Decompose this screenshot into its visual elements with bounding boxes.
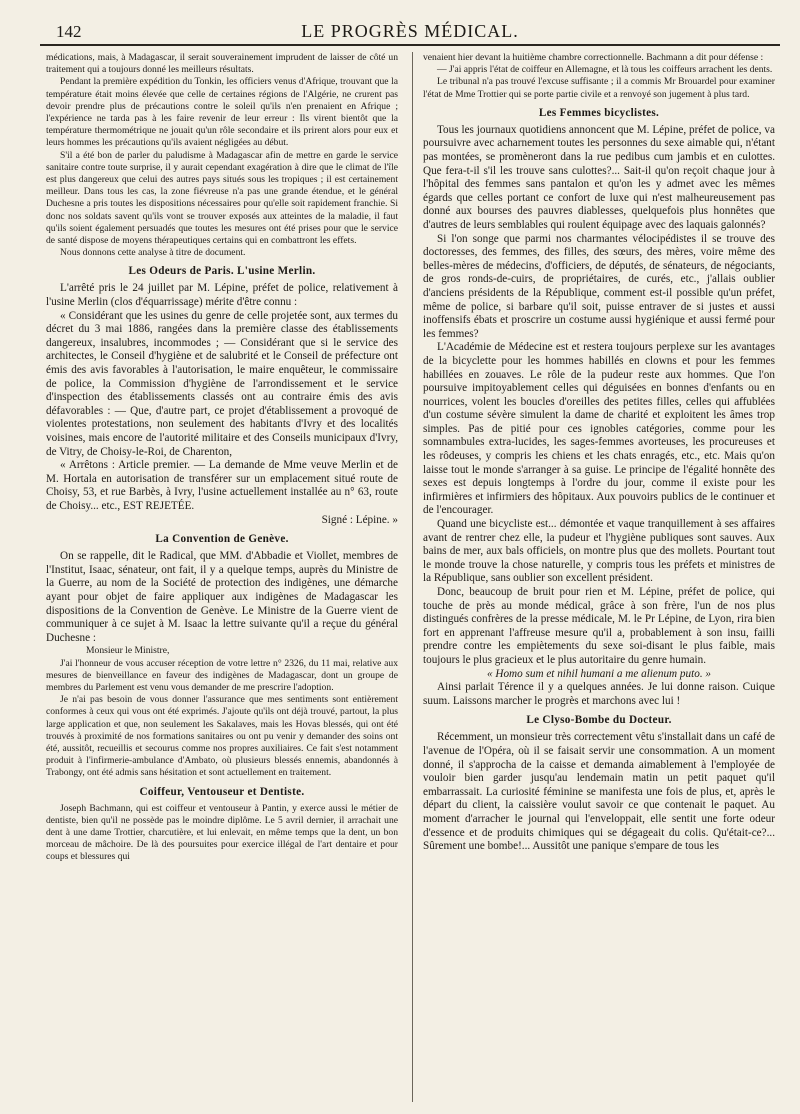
page-number: 142 bbox=[56, 22, 82, 41]
paragraph: Le tribunal n'a pas trouvé l'excuse suffisante ; il a commis Mr Brouardel pour examiner l'état de Mme Trottier qui se porte partie civile et a renvoyé son jugement à plus tard. bbox=[423, 76, 775, 100]
letter-salutation: Monsieur le Ministre, bbox=[86, 645, 170, 657]
paragraph: On se rappelle, dit le Radical, que MM. d'Abbadie et Viollet, membres de l'Institut, Isaac, sénateur, ont fait, il y a quelque temps, auprès du Ministre de la Guerre, au nom de la Société de protection des indigènes, une démarche ayant pour objet de faire appliquer aux indigènes de Madagascar les dispositions de la Convention de Genève. Le Ministre de la Guerre vient de communiquer à ce sujet à M. Isaac la lettre suivante qu'il a reçue du général Duchesne : bbox=[46, 550, 398, 644]
paragraph: L'Académie de Médecine est et restera toujours perplexe sur les avantages de la bicyclette pour les hommes habillés en clowns et pour les femmes habillées en zouaves. Le rôle de la pudeur reste aux hommes. Que l'on poursuive impitoyablement celles qui déguisées en bonnes d'enfants ou en nourrices, volent les boucles d'oreilles des petites filles, celles qui affublées d'un costume sévère simulent la dame de charité et exploitent les âmes trop simples. Pas de pitié pour ces ignobles catégories, comme pour les somnambules extra-lucides, les sages-femmes avorteuses, les procureuses et les rôdeuses, y compris les chiens et les chats enragés, etc., etc. Mais qu'on laisse tout le monde s'arranger à sa guise. Le principe de l'égalité honnête des sexes est depuis longtemps à l'ordre du jour, comme il existe pour les infirmières et infirmiers des hôpitaux. Aux pouvoirs publics de le continuer et de l'encourager. bbox=[423, 341, 775, 517]
journal-title: LE PROGRÈS MÉDICAL. bbox=[301, 21, 519, 41]
paragraph: venaient hier devant la huitième chambre correctionnelle. Bachmann a dit pour défense : bbox=[423, 52, 764, 63]
paragraph: Donc, beaucoup de bruit pour rien et M. Lépine, préfet de police, qui touche de près au monde médical, grâce à son frère, l'un de nos plus distingués confrères de la presse médicale, M. le Pr Lépine, de Lyon, rira bien fort en apprenant l'affreuse mesure qu'il a, probablement à son insu, failli prendre contre les empiètements du sexe soi-disant le plus faible, mais toujours le plus gracieux et le plus autoritaire du genre humain. bbox=[423, 586, 775, 666]
section-heading: Coiffeur, Ventouseur et Dentiste. bbox=[139, 785, 305, 798]
paragraph: — J'ai appris l'état de coiffeur en Allemagne, et là tous les coiffeurs arrachent les dents. bbox=[437, 64, 773, 76]
newspaper-page bbox=[40, 18, 780, 1108]
signature: Signé : Lépine. » bbox=[321, 513, 398, 526]
paragraph: « Arrêtons : Article premier. — La demande de Mme veuve Merlin et de M. Hortala en autorisation de transférer sur un emplacement situé route de Choisy, 53, et rue Barbès, à Ivry, l'usine actuellement installée au n° 63, route de Choisy... etc., EST REJETÉE. bbox=[46, 459, 398, 512]
paragraph: Nous donnons cette analyse à titre de document. bbox=[60, 247, 246, 259]
right-column bbox=[423, 52, 775, 1102]
paragraph: Tous les journaux quotidiens annoncent que M. Lépine, préfet de police, va poursuivre avec acharnement toutes les personnes du sexe aimable qui, n'étant pas montées, se promèneront dans la rue pedibus cum jambis et en culottes. Que fera-t-il s'il les trouve sans culottes?... Sait-il qu'on reçoit chaque jour à l'hôpital des femmes sans pantalon et qu'on les y admet avec les mêmes égards que celles portant ce confort de luxe qui n'est malheureusement pas donné aux bourses des pauvres diablesses, quelquefois plus honnêtes que d'autres de leurs semblables qui roulent équipage avec des laquais galonnés? bbox=[423, 123, 775, 231]
paragraph: Quand une bicycliste est... démontée et vaque tranquillement à ses affaires avant de rentrer chez elle, la pudeur et l'hygiène publiques sont sauves. Aux bains de mer, aux bals officiels, on montre plus que des mollets. Pourtant tout le monde trouve la chose naturelle, y compris tous les préfets et ministres de la République, sans oublier son excellent président. bbox=[423, 518, 775, 585]
paragraph: S'il a été bon de parler du paludisme à Madagascar afin de mettre en garde le service sanitaire contre toute surprise, il y aurait cependant exagération à dire que le climat de l'île est plus dangereux que celui des autres pays situés sous les tropiques ; il est certainement meilleur. Dans tous les cas, la zone fiévreuse n'a pas une grande étendue, et le général Duchesne a pris toutes les dispositions nécessaires pour qu'elle soit rapidement franchie. Si donc nos soldats savent qu'ils vont se trouver exposés aux atteintes de la maladie, il faut qu'ils soient également persuadés que toutes les mesures ont été prises pour que le service de santé dispose de moyens thérapeutiques certains qui en combattront les effets. bbox=[46, 149, 398, 247]
section-heading: Le Clyso-Bombe du Docteur. bbox=[526, 714, 672, 727]
paragraph: J'ai l'honneur de vous accuser réception de votre lettre n° 2326, du 11 mai, relative aux mesures de bienveillance en faveur des indigènes de Madagascar, dont un groupe de membres du Parlement est venu vous demander de me prescrire l'adoption. bbox=[46, 657, 398, 693]
paragraph: « Considérant que les usines du genre de celle projetée sont, aux termes du décret du 3 mai 1886, rangées dans la première classe des établissements dangereux, insalubres, incommodes ; — Considérant que si le service des architectes, le Conseil d'hygiène et de salubrité et le Conseil de préfecture ont émis des avis favorables à l'autorisation, le maire enquêteur, le commissaire de police, la Commission d'hygiène de l'arrondissement et le service d'inspection des établissements classés ont au contraire émis des avis défavorables : — Que, d'autre part, ce projet d'établissement a provoqué de violentes protestations, non seulement des habitants d'Ivry et des localités voisines, mais encore de l'autorité militaire et des Conseils municipaux d'Ivry, de Vitry, de Choisy-le-Roi, de Charenton, bbox=[46, 309, 398, 458]
paragraph: Joseph Bachmann, qui est coiffeur et ventouseur à Pantin, y exerce aussi le métier de dentiste, bien qu'il ne possède pas le moindre diplôme. Le 5 avril dernier, il arrachait une dent à une dame Trottier, charcutière, et lui enlevait, en même temps que la dent, un bon morceau de mâchoire. De là des poursuites pour exercice illégal de l'art dentaire et pour coups et blessures qui bbox=[46, 802, 398, 863]
article-columns bbox=[40, 52, 780, 1102]
left-column bbox=[46, 52, 398, 1102]
section-heading: Les Odeurs de Paris. L'usine Merlin. bbox=[128, 265, 316, 278]
latin-quote: « Homo sum et nihil humani a me alienum puto. » bbox=[486, 667, 712, 680]
paragraph: médications, mais, à Madagascar, il serait souverainement imprudent de laisser de côté un traitement qui a toujours donné les meilleurs résultats. bbox=[46, 52, 398, 76]
paragraph: Je n'ai pas besoin de vous donner l'assurance que mes sentiments sont entièrement conformes à ceux qui vous ont été exprimés. J'ajoute qu'ils ont déjà trouvé, partout, la plus large application et que, non seulement les Sakalaves, mais les Hovas blessés, qui ont été trouvés à proximité de nos formations sanitaires ou ont pu venir y demander des soins ont été, aussitôt, recueillis et secourus comme nos propres auxiliaires. Ce fait s'est notamment produit à l'infirmerie-ambulance d'Ambato, où plusieurs blessés ennemis, abandonnés à Trabongy, ont été admis sans hésitation et sont actuellement en traitement. bbox=[46, 694, 398, 779]
page-header bbox=[40, 18, 780, 46]
paragraph: Pendant la première expédition du Tonkin, les officiers venus d'Afrique, trouvant que la température était moins élevée que celle de certaines régions de l'Algérie, ne crurent pas devoir prendre plus de précautions contre le soleil qu'ils n'en prenaient en Afrique ; l'expérience ne tarda pas à les faire revenir de leur erreur : Ils virent bientôt que la température thermométrique ne jouait qu'un rôle secondaire et ils prirent alors pour eux et leurs hommes les précautions qu'ils avaient négligées au début. bbox=[46, 76, 398, 149]
section-heading: La Convention de Genève. bbox=[155, 533, 289, 546]
paragraph: Récemment, un monsieur très correctement vêtu s'installait dans un café de l'avenue de l'Opéra, où il se faisait servir une consommation. A un moment donné, il s'approcha de la caisse et demanda aimablement à l'employée de vouloir bien garder jusqu'au lendemain matin un petit paquet qu'il embarrassait. La curiosité féminine se manifesta une fois de plus, et, après le départ du client, la caissière voulut savoir ce que contenait le paquet. Au moment d'arracher le journal qui l'enveloppait, elle sentit une forte odeur d'essence et de produits chimiques qui se dégageait du colis. Qu'était-ce?... Sûrement une bombe!... Aussitôt une panique s'empare de tous les bbox=[423, 731, 775, 853]
paragraph: L'arrêté pris le 24 juillet par M. Lépine, préfet de police, relativement à l'usine Merlin (clos d'équarrissage) mérite d'être connu : bbox=[46, 282, 398, 309]
section-heading: Les Femmes bicyclistes. bbox=[538, 106, 660, 119]
paragraph: Si l'on songe que parmi nos charmantes vélocipédistes il se trouve des doctoresses, des femmes, des filles, des sœurs, des mères, voire même des belles-mères de médecins, d'officiers, de députés, de sénateurs, de négociants, de gros ronds-de-cuirs, de propriétaires, de curés, etc., j'allais oublier d'anciens présidents de la République, comment est-il possible qu'un préfet, même de police, si barbare qu'il soit, puisse entraver de si justes et aussi inoffensifs ébats et proscrire un costume aussi hygiénique et aussi fermé pour les femmes? bbox=[423, 232, 775, 340]
column-divider bbox=[412, 52, 413, 1102]
paragraph: Ainsi parlait Térence il y a quelques années. Je lui donne raison. Cuique suum. Laissons marcher le progrès et marchons avec lui ! bbox=[423, 681, 775, 707]
